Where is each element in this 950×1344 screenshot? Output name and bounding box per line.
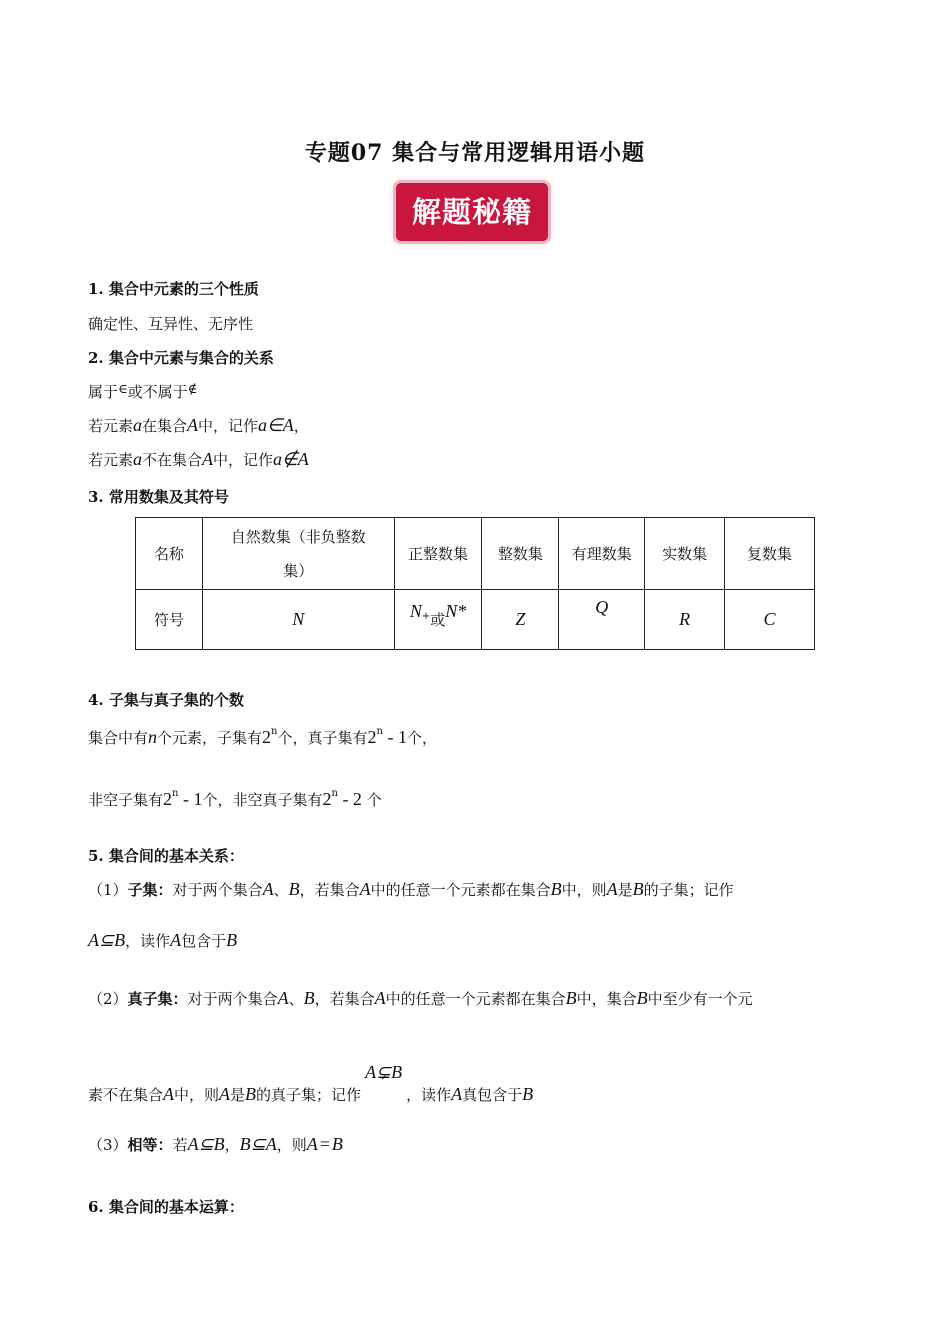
table-cell: 复数集 [725,518,815,590]
math-A: A [187,415,199,435]
text: 中至少有一个元 [647,990,753,1008]
or-text: 或 [430,610,446,629]
text: （2） [88,990,128,1008]
text: 非空子集有 [88,791,164,809]
text: 中，记作 [213,451,274,469]
math-A-subseteq-B: A⊆B [88,930,126,950]
text: 素不在集合 [88,1086,164,1104]
text: 中的任意一个元素都在集合 [370,881,551,899]
text: 是 [230,1086,246,1104]
math-equals: = [319,1134,330,1154]
math-B: B [565,988,577,1008]
exp-n: n [331,788,338,799]
table-cell: 正整数集 [394,518,482,590]
text: 对于两个集合 [172,881,263,899]
term-equal: 相等： [127,1136,173,1154]
table-cell [482,590,559,650]
term-proper-subset: 真子集： [127,990,188,1008]
math-minus-1: - 1 [382,727,407,747]
math-A: A [374,988,386,1008]
text: 中，则 [174,1086,220,1104]
math-B-subseteq-A: B⊆A [239,1134,277,1154]
exp-n: n [271,726,278,737]
math-2: 2 [322,789,332,809]
section-5-heading: 5. 集合间的基本关系： [88,847,244,865]
text: 属于 [88,383,119,401]
text: 包含于 [181,932,227,950]
table-cell [394,590,482,650]
text: 若元素 [88,451,134,469]
section-stamp: 解题秘籍 [396,183,548,241]
math-A: A [359,879,371,899]
text: ，读作 [125,932,171,950]
math-A: A [170,930,182,950]
text: 不在集合 [142,451,203,469]
text: 个 [361,791,382,809]
math-2: 2 [367,727,377,747]
math-B: B [331,1134,343,1154]
text: 个元素，子集有 [157,729,263,747]
text: 对于两个集合 [187,990,278,1008]
page-title: 专题07 集合与常用逻辑用语小题 [304,140,646,166]
symbol-R: R [679,609,691,629]
membership-line [88,381,197,402]
text: 集合中有 [88,729,149,747]
math-A: A [202,449,214,469]
table-cell: 有理数集 [559,518,645,590]
table-cell: 符号 [136,590,203,650]
text: ，读作 [406,1086,452,1104]
exp-n: n [376,726,383,737]
table-row [136,590,815,650]
symbol-N: N [292,609,305,629]
text: 中，记作 [198,417,259,435]
symbol-N-plus: N [409,600,422,621]
text: 中的任意一个元素都在集合 [385,990,566,1008]
table-cell: 自然数集（非负整数集） [202,518,394,590]
text: 的子集；记作 [643,881,734,899]
text: 若元素 [88,417,134,435]
math-a: a [133,415,143,435]
text: ，若集合 [299,881,360,899]
proper-subset-definition [88,988,753,1009]
symbol-C: C [763,609,776,629]
text: 在集合 [142,417,188,435]
not-belongs-line [88,449,309,470]
proper-subset-notation [88,1062,534,1105]
text: 个， [406,729,437,747]
not-belongs-symbol: ∉ [187,382,198,397]
table-header-row [136,518,815,590]
text: 的真子集；记作 [256,1086,362,1104]
exp-n: n [172,788,179,799]
math-B: B [636,988,648,1008]
text: 中，则 [561,881,607,899]
belongs-symbol: ∈ [118,382,128,397]
math-a: a [133,449,143,469]
nonempty-count-line [88,788,382,810]
subset-notation [88,930,237,951]
text: 个，非空真子集有 [202,791,323,809]
text: 若 [172,1136,188,1154]
math-B: B [245,1084,257,1104]
text: ，则 [276,1136,307,1154]
section-3-heading: 3. 常用数集及其符号 [88,488,229,506]
text: 真包含于 [462,1086,523,1104]
math-A: A [163,1084,175,1104]
text: 、 [288,990,304,1008]
math-A: A [606,879,618,899]
math-n: n [148,727,158,747]
subset-count-line [88,726,437,748]
math-B: B [522,1084,534,1104]
text: 或不属于 [127,383,188,401]
text: ， [224,1136,240,1154]
math-A-propsubset-B: A⊊B [365,1062,403,1082]
math-A: A [262,879,274,899]
math-a-in-A: a∈A [258,415,294,435]
section-4-heading: 4. 子集与真子集的个数 [88,691,244,709]
text: 、 [273,881,289,899]
math-B: B [550,879,562,899]
table-cell [559,590,645,650]
text: 是 [617,881,633,899]
term-subset: 子集： [127,881,173,899]
table-cell: 名称 [136,518,203,590]
section-1-text: 确定性、互异性、无序性 [88,315,254,333]
table-cell: 整数集 [482,518,559,590]
text: ， [293,417,309,435]
math-B: B [226,930,238,950]
table-cell: 实数集 [645,518,725,590]
text: 个，真子集有 [277,729,368,747]
subset-definition [88,879,734,900]
symbol-Q: Q [595,597,609,617]
symbol-N-star: N* [445,600,467,621]
math-a-notin-A: a∉A [273,449,309,469]
math-2: 2 [262,727,272,747]
math-A-subseteq-B: A⊆B [187,1134,225,1154]
table-cell [202,590,394,650]
plus-sub: + [421,610,431,622]
math-B: B [288,879,300,899]
math-minus-1: - 1 [178,789,203,809]
math-A: A [306,1134,318,1154]
table-cell [645,590,725,650]
text: （3） [88,1136,128,1154]
math-B: B [632,879,644,899]
equality-definition [88,1134,343,1155]
text: ，若集合 [314,990,375,1008]
section-6-heading: 6. 集合间的基本运算： [88,1198,244,1216]
math-A: A [277,988,289,1008]
math-B: B [303,988,315,1008]
section-2-heading: 2. 集合中元素与集合的关系 [88,349,274,367]
math-minus-2: - 2 [337,789,362,809]
math-A: A [219,1084,231,1104]
math-A: A [451,1084,463,1104]
symbol-Z: Z [515,609,526,629]
belongs-line [88,415,309,436]
math-2: 2 [163,789,173,809]
table-cell [725,590,815,650]
text: （1） [88,881,128,899]
number-sets-table [135,517,815,650]
section-1-heading: 1. 集合中元素的三个性质 [88,280,259,298]
text: 中，集合 [576,990,637,1008]
